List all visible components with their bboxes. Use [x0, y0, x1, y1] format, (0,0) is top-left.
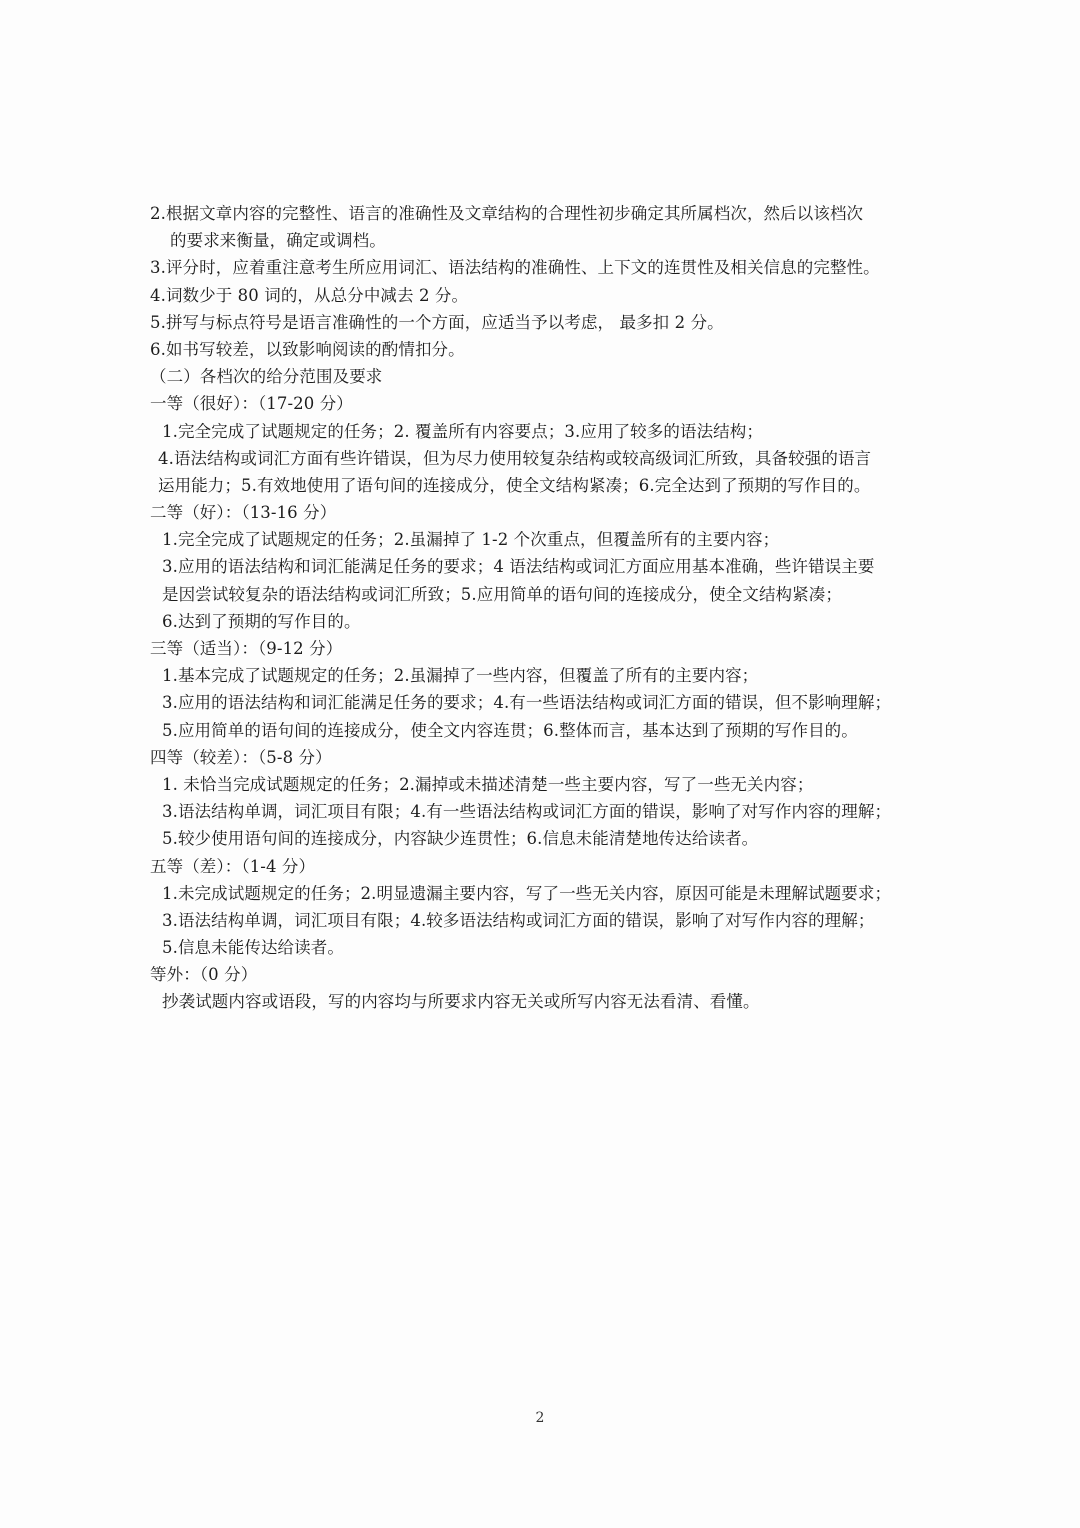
- grade-line: 1. 未恰当完成试题规定的任务；2.漏掉或未描述清楚一些主要内容，写了一些无关内容；: [162, 774, 814, 794]
- section-title: （二）各档次的给分范围及要求: [150, 367, 383, 387]
- rule-line: 6.如书写较差，以致影响阅读的酌情扣分。: [150, 339, 465, 359]
- rule-line: 4.词数少于 80 词的，从总分中减去 2 分。: [150, 285, 469, 305]
- grade-line: 1.基本完成了试题规定的任务；2.虽漏掉了一些内容，但覆盖了所有的主要内容；: [162, 666, 759, 686]
- page-number: 2: [535, 1410, 545, 1426]
- document-body: [150, 200, 980, 1016]
- grade-heading: 一等（很好）：（17-20 分）: [150, 394, 353, 414]
- rule-line: 的要求来衡量，确定或调档。: [170, 231, 386, 251]
- rule-line: 3.评分时，应着重注意考生所应用词汇、语法结构的准确性、上下文的连贯性及相关信息的完整性。: [150, 258, 880, 278]
- grade-line: 3.语法结构单调，词汇项目有限；4.有一些语法结构或词汇方面的错误，影响了对写作内容的理解；: [162, 802, 892, 822]
- grade-heading: 五等（差）：（1-4 分）: [150, 856, 316, 876]
- grade-line: 3.应用的语法结构和词汇能满足任务的要求；4.有一些语法结构或词汇方面的错误，但不影响理解；: [162, 693, 892, 713]
- grade-line: 3.应用的语法结构和词汇能满足任务的要求；4 语法结构或词汇方面应用基本准确，些许错误主要: [162, 557, 875, 577]
- grade-heading: 二等（好）：（13-16 分）: [150, 503, 337, 523]
- grade-line: 1.未完成试题规定的任务；2.明显遗漏主要内容，写了一些无关内容，原因可能是未理解试题要求；: [162, 883, 892, 903]
- grade-line: 6.达到了预期的写作目的。: [162, 611, 361, 631]
- grade-line: 抄袭试题内容或语段，写的内容均与所要求内容无关或所写内容无法看清、看懂。: [162, 992, 760, 1012]
- grade-line: 运用能力；5.有效地使用了语句间的连接成分，使全文结构紧凑；6.完全达到了预期的写作目的。: [158, 475, 871, 495]
- grade-line: 4.语法结构或词汇方面有些许错误，但为尽力使用较复杂结构或较高级词汇所致，具备较强的语言: [158, 448, 872, 468]
- rule-line: 5.拼写与标点符号是语言准确性的一个方面，应适当予以考虑， 最多扣 2 分。: [150, 312, 724, 332]
- grade-line: 1.完全完成了试题规定的任务；2. 覆盖所有内容要点；3.应用了较多的语法结构；: [162, 421, 763, 441]
- rule-line: 2.根据文章内容的完整性、语言的准确性及文章结构的合理性初步确定其所属档次，然后以该档次: [150, 204, 864, 223]
- grade-line: 5.信息未能传达给读者。: [162, 938, 344, 958]
- grade-line: 5.较少使用语句间的连接成分，内容缺少连贯性；6.信息未能清楚地传达给读者。: [162, 829, 759, 849]
- grade-heading: 四等（较差）：（5-8 分）: [150, 747, 332, 767]
- grade-heading: 等外：（0 分）: [150, 965, 258, 985]
- grade-line: 3.语法结构单调，词汇项目有限；4.较多语法结构或词汇方面的错误，影响了对写作内容的理解；: [162, 910, 875, 930]
- grade-line: 5.应用简单的语句间的连接成分，使全文内容连贯；6.整体而言，基本达到了预期的写作目的。: [162, 720, 858, 740]
- grade-line: 是因尝试较复杂的语法结构或词汇所致；5.应用简单的语句间的连接成分，使全文结构紧凑；: [162, 584, 842, 604]
- grade-line: 1.完全完成了试题规定的任务；2.虽漏掉了 1-2 个次重点，但覆盖所有的主要内容；: [162, 530, 780, 550]
- grade-heading: 三等（适当）：（9-12 分）: [150, 639, 343, 658]
